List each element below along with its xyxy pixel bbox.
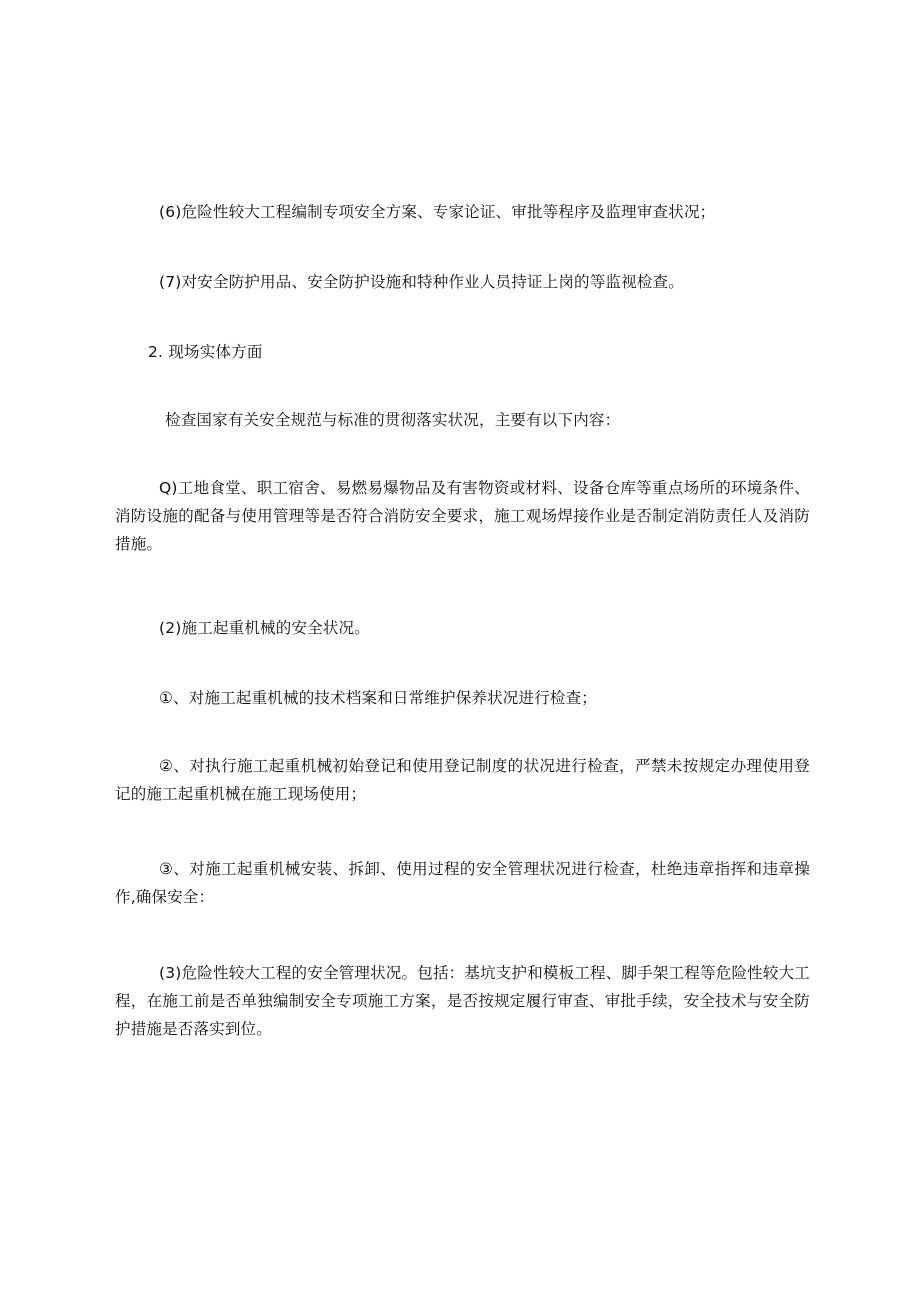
paragraph-item-7: (7)对安全防护用品、安全防护设施和特种作业人员持证上岗的等监视检查。 — [159, 273, 684, 291]
paragraph-item-6: (6)危险性较大工程编制专项安全方案、专家论证、审批等程序及监理审查状况； — [159, 203, 716, 221]
paragraph-item-2-crane-safety: (2)施工起重机械的安全状况。 — [159, 619, 370, 637]
paragraph-item-1-fire-safety: Q)工地食堂、职工宿舍、易燃易爆物品及有害物资或材料、设备仓库等重点场所的环境条件、消防设施的配备与使用管理等是否符合消防安全要求，施工观场焊接作业是否制定消防责任人及消防措施。 — [115, 479, 810, 553]
section-intro: 检查国家有关安全规范与标准的贯彻落实状况，主要有以下内容： — [165, 411, 621, 429]
section-heading-site-entity: 2. 现场实体方面 — [148, 343, 263, 361]
subitem-crane-installation: ③、对施工起重机械安装、拆卸、使用过程的安全管理状况进行检查，杜绝违章指挥和违章操作,确保安全： — [115, 860, 810, 906]
paragraph-item-3-hazardous-works: (3)危险性较大工程的安全管理状况。包括：基坑支护和模板工程、脚手架工程等危险性较大工程，在施工前是否单独编制安全专项施工方案，是否按规定履行审查、审批手续，安全技术与安全防护措施是否落实到位。 — [115, 964, 810, 1038]
subitem-crane-registration: ②、对执行施工起重机械初始登记和使用登记制度的状况进行检查，严禁未按规定办理使用登记的施工起重机械在施工现场使用； — [115, 757, 810, 803]
subitem-crane-records: ①、对施工起重机械的技术档案和日常维护保养状况进行检查； — [159, 689, 597, 707]
